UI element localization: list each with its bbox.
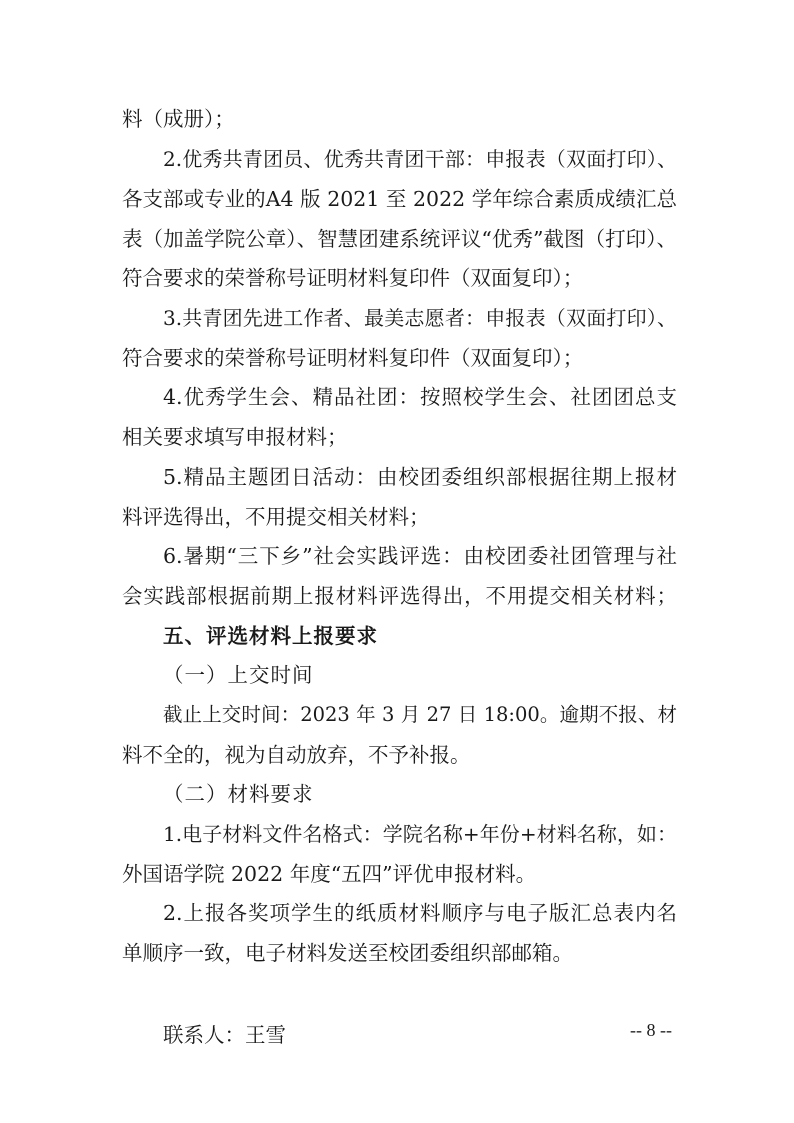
text-line: 1.电子材料文件名格式：学院名称+年份+材料名称，如： (163, 822, 677, 846)
subsection-heading: （二）材料要求 (163, 782, 314, 806)
text-line: 会实践部根据前期上报材料评选得出，不用提交相关材料； (122, 584, 677, 608)
section-heading: 五、评选材料上报要求 (163, 624, 378, 648)
text-line: 2.优秀共青团员、优秀共青团干部：申报表（双面打印）、 (163, 147, 677, 171)
subsection-heading: （一）上交时间 (163, 663, 314, 687)
text-line: 料评选得出，不用提交相关材料； (122, 505, 430, 529)
text-line: 料（成册）； (122, 107, 235, 131)
text-line: 4.优秀学生会、精品社团：按照校学生会、社团团总支 (163, 385, 677, 409)
text-line: 单顺序一致，电子材料发送至校团委组织部邮箱。 (122, 941, 573, 965)
text-line: 符合要求的荣誉称号证明材料复印件（双面复印）； (122, 346, 584, 370)
text-line: 3.共青团先进工作者、最美志愿者：申报表（双面打印）、 (163, 306, 677, 330)
text-line: 料不全的，视为自动放弃，不予补报。 (122, 743, 471, 767)
text-line: 相关要求填写申报材料； (122, 425, 348, 449)
text-line: 5.精品主题团日活动：由校团委组织部根据往期上报材 (163, 465, 677, 489)
text-line: 符合要求的荣誉称号证明材料复印件（双面复印）； (122, 266, 584, 290)
text-line: 外国语学院 2022 年度“五四”评优申报材料。 (122, 862, 537, 886)
text-line: 截止上交时间：2023 年 3 月 27 日 18:00。逾期不报、材 (163, 703, 677, 726)
text-line: 6.暑期“三下乡”社会实践评选：由校团委社团管理与社 (163, 544, 677, 568)
text-line: 表（加盖学院公章）、智慧团建系统评议“优秀”截图（打印）、 (122, 227, 677, 251)
text-line: 各支部或专业的A4 版 2021 至 2022 学年综合素质成绩汇总 (122, 187, 677, 211)
text-line: 2.上报各奖项学生的纸质材料顺序与电子版汇总表内名 (163, 901, 677, 925)
page-number: -- 8 -- (630, 1020, 672, 1040)
contact-line: 联系人：王雪 (163, 1023, 286, 1047)
